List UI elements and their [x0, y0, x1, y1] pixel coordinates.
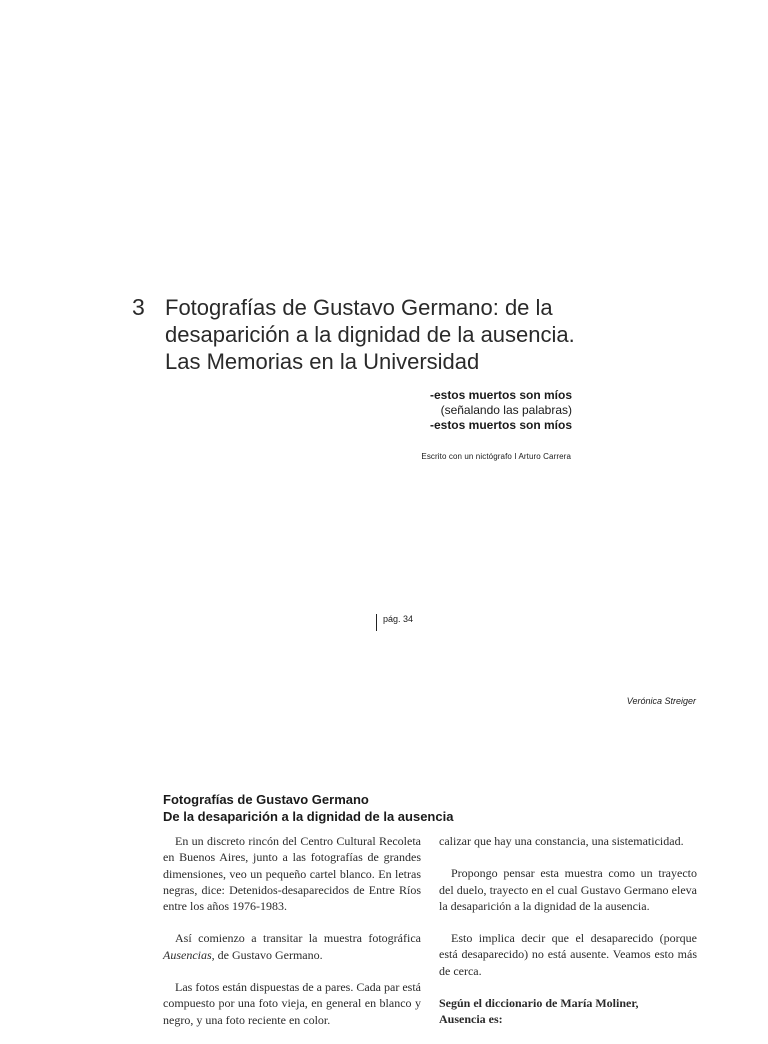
section-heading-line: Fotografías de Gustavo Germano	[163, 792, 369, 807]
chapter-title-line: desaparición a la dignidad de la ausencia.	[165, 322, 575, 347]
epigraph-line: -estos muertos son míos	[429, 388, 572, 402]
epigraph	[430, 388, 572, 433]
paragraph: calizar que hay una constancia, una sistematicidad.	[439, 834, 684, 848]
epigraph-line: -estos muertos son míos	[429, 418, 572, 432]
paragraph-text: de Gustavo Germano.	[214, 947, 323, 962]
chapter-title-line: Fotografías de Gustavo Germano: de la	[165, 295, 553, 320]
right-column	[439, 833, 697, 1028]
paragraph-text: Así comienzo a transitar la muestra fotográfica	[175, 931, 421, 946]
page-number: pág. 34	[376, 614, 413, 631]
definition-heading: Según el diccionario de María Moliner,	[439, 996, 639, 1011]
chapter-number: 3	[132, 294, 145, 320]
paragraph	[163, 930, 421, 963]
paragraph: En un discreto rincón del Centro Cultural Recoleta en Buenos Aires, junto a las fotografías de grandes dimensiones, veo un pequeño cartel blanco. En letras negras, dice: Detenidos-desaparecidos de Entre Ríos entre los años 1976-1983.	[163, 834, 421, 914]
paragraph: Esto implica decir que el desaparecido (porque está desaparecido) no está ausente. Veamos esto más de cerca.	[439, 931, 697, 978]
section-heading	[163, 791, 453, 825]
author-name: Verónica Streiger	[626, 696, 696, 706]
definition-heading: Ausencia es:	[439, 1012, 503, 1027]
left-column	[163, 833, 421, 1044]
paragraph: Propongo pensar esta muestra como un trayecto del duelo, trayecto en el cual Gustavo Germano eleva la desaparición a la dignidad de la ausencia.	[439, 866, 697, 913]
epigraph-line: (señalando las palabras)	[440, 403, 572, 417]
epigraph-credit: Escrito con un nictógrafo I Arturo Carrera	[421, 452, 571, 461]
paragraph: Las fotos están dispuestas de a pares. Cada par está compuesto por una foto vieja, en general en blanco y negro, y una foto reciente en color.	[163, 980, 421, 1027]
chapter-title-line: Las Memorias en la Universidad	[165, 349, 480, 374]
emphasis-title: Ausencias,	[163, 947, 215, 962]
section-heading-line: De la desaparición a la dignidad de la ausencia	[163, 809, 454, 824]
chapter-title	[165, 294, 585, 375]
